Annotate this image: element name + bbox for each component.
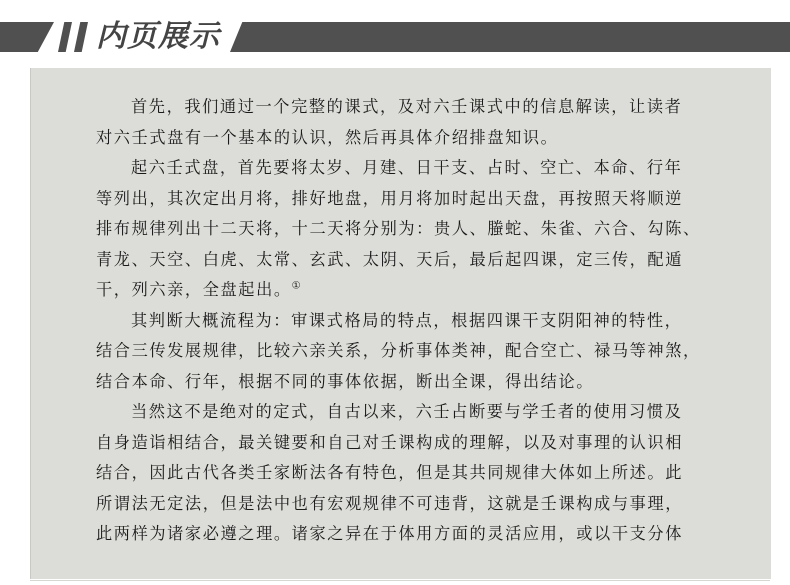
text-line: 结合本命、行年，根据不同的事体依据，断出全课，得出结论。 (96, 371, 595, 391)
text-line: 结合三传发展规律，比较六亲关系，分析事体类神，配合空亡、禄马等神煞， (96, 341, 701, 360)
text-line: 等列出，其次定出月将，排好地盘，用月将加时起出天盘，再按照天将顺逆 (96, 188, 683, 208)
text-line-content: 干，列六亲，全盘起出。 (96, 280, 292, 299)
text-line: 结合，因此古代各类壬家断法各有特色，但是其共同规律大体如上所述。此 (96, 463, 683, 482)
text-line: 当然这不是绝对的定式，自古以来，六壬占断要与学壬者的使用习惯及 (131, 402, 683, 421)
text-line: 其判断大概流程为：审课式格局的特点，根据四课干支阴阳神的特性， (131, 310, 683, 330)
book-page-scan (30, 68, 771, 579)
text-line: 所谓法无定法，但是法中也有宏观规律不可违背，这就是壬课构成与事理， (96, 493, 683, 513)
section-banner (0, 0, 790, 60)
banner-left-bar (0, 22, 54, 52)
text-line: 首先，我们通过一个完整的课式，及对六壬课式中的信息解读，让读者 (131, 97, 683, 116)
banner-right-bar (230, 22, 790, 52)
text-line: 此两样为诸家必遵之理。诸家之异在于体用方面的灵活应用，或以干支分体 (96, 524, 683, 543)
text-line: 自身造诣相结合，最关键要和自己对壬课构成的理解，以及对事理的认识相 (96, 432, 683, 452)
banner-slash-2 (74, 22, 88, 52)
footnote-marker[interactable]: ① (291, 280, 303, 292)
banner-title: 内页展示 (96, 19, 220, 54)
text-line: 对六壬式盘有一个基本的认识，然后再具体介绍排盘知识。 (96, 127, 559, 147)
banner-slash-1 (58, 22, 72, 52)
text-line (96, 275, 756, 306)
page-text (96, 92, 756, 550)
text-line: 排布规律列出十二天将，十二天将分别为：贵人、螣蛇、朱雀、六合、勾陈、 (96, 219, 701, 238)
text-line: 青龙、天空、白虎、太常、玄武、太阴、天后，最后起四课，定三传，配遁 (96, 249, 683, 269)
page-bottom-divider (30, 580, 770, 581)
text-line: 起六壬式盘，首先要将太岁、月建、日干支、占时、空亡、本命、行年 (131, 158, 683, 177)
